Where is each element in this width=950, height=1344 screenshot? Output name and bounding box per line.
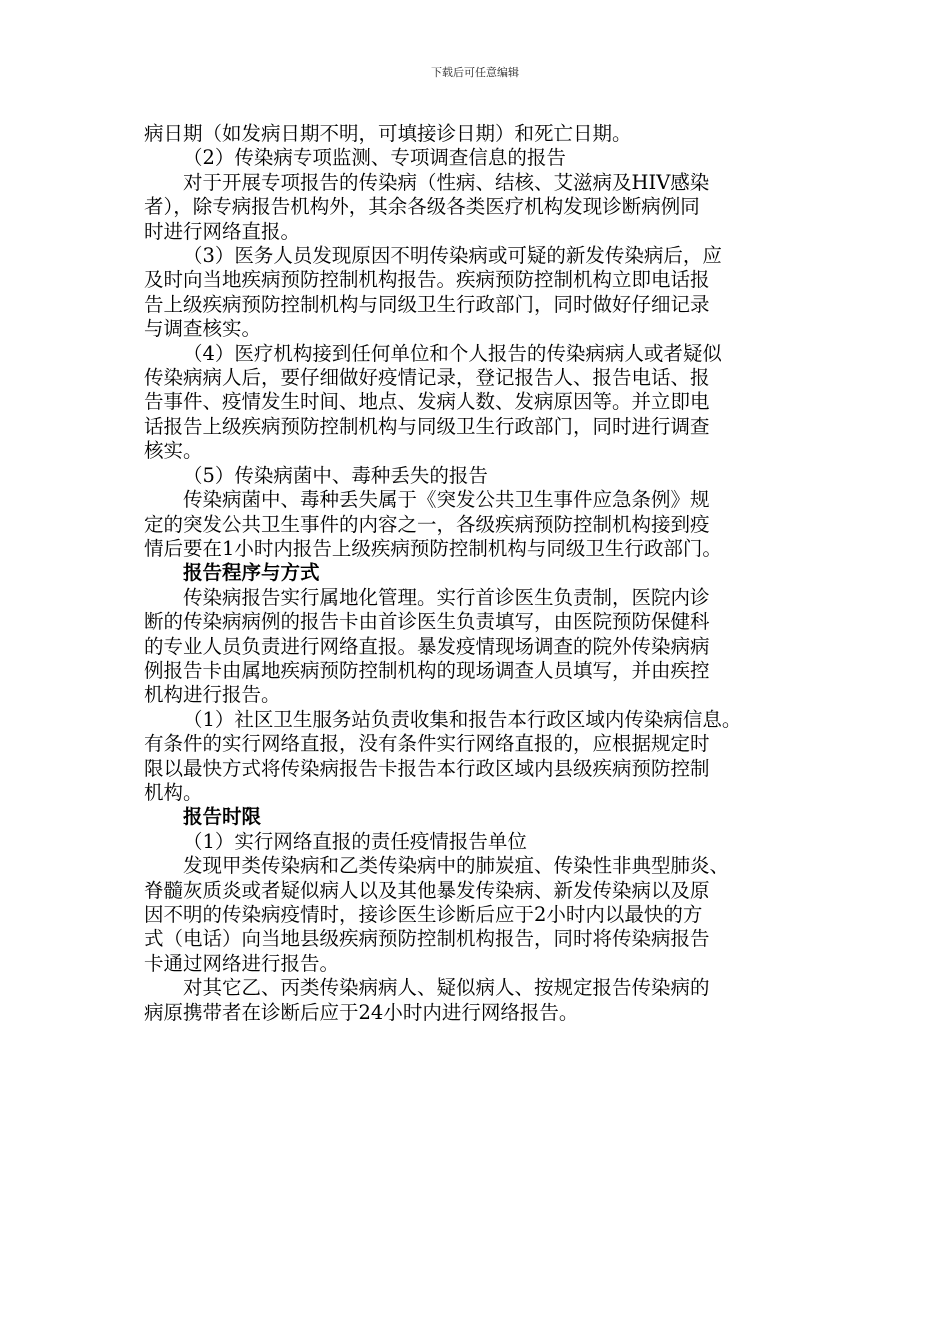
text-line: 机构进行报告。 <box>144 683 281 707</box>
text-line: 者），除专病报告机构外，其余各级各类医疗机构发现诊断病例同 <box>144 195 700 219</box>
text-line: 因不明的传染病疫情时，接诊医生诊断后应于2小时内以最快的方 <box>144 903 703 926</box>
text-line: 病原携带者在诊断后应于24小时内进行网络报告。 <box>144 1000 579 1024</box>
text-line: 与调查核实。 <box>144 317 262 341</box>
text-line: 发现甲类传染病和乙类传染病中的肺炭疽、传染性非典型肺炎、 <box>183 854 730 878</box>
text-line: 的专业人员负责进行网络直报。暴发疫情现场调查的院外传染病病 <box>144 634 710 658</box>
text-line: （3）医务人员发现原因不明传染病或可疑的新发传染病后，应 <box>183 244 722 268</box>
text-line: 断的传染病病例的报告卡由首诊医生负责填写，由医院预防保健科 <box>144 610 710 634</box>
text-line: 情后要在1小时内报告上级疾病预防控制机构与同级卫生行政部门。 <box>144 536 722 560</box>
text-line: 告事件、疫情发生时间、地点、发病人数、发病原因等。并立即电 <box>144 390 710 414</box>
text-line: （2）传染病专项监测、专项调查信息的报告 <box>183 146 566 170</box>
document-body <box>144 122 814 1025</box>
text-line: 式（电话）向当地县级疾病预防控制机构报告，同时将传染病报告 <box>144 927 710 951</box>
text-line: （5）传染病菌中、毒种丢失的报告 <box>183 463 488 487</box>
text-line: 传染病报告实行属地化管理。实行首诊医生负责制，医院内诊 <box>183 585 710 609</box>
text-line: 卡通过网络进行报告。 <box>144 951 340 975</box>
text-line: 限以最快方式将传染病报告卡报告本行政区域内县级疾病预防控制 <box>144 756 710 780</box>
text-line: 脊髓灰质炎或者疑似病人以及其他暴发传染病、新发传染病以及原 <box>144 878 710 902</box>
text-line: 例报告卡由属地疾病预防控制机构的现场调查人员填写，并由疾控 <box>144 658 710 682</box>
text-line: 定的突发公共卫生事件的内容之一，各级疾病预防控制机构接到疫 <box>144 512 710 536</box>
text-line: 对于开展专项报告的传染病（性病、结核、艾滋病及HIV感染 <box>183 170 710 194</box>
text-line: 有条件的实行网络直报，没有条件实行网络直报的，应根据规定时 <box>144 732 710 756</box>
text-line: 话报告上级疾病预防控制机构与同级卫生行政部门，同时进行调查 <box>144 414 710 438</box>
text-line: （1）实行网络直报的责任疫情报告单位 <box>183 829 527 853</box>
text-line: 对其它乙、丙类传染病病人、疑似病人、按规定报告传染病的 <box>183 976 710 1000</box>
text-line: 传染病病人后，要仔细做好疫情记录，登记报告人、报告电话、报 <box>144 366 710 390</box>
text-line: 告上级疾病预防控制机构与同级卫生行政部门，同时做好仔细记录 <box>144 292 710 316</box>
text-line: 及时向当地疾病预防控制机构报告。疾病预防控制机构立即电话报 <box>144 268 710 292</box>
page-header: 下载后可任意编辑 <box>431 66 519 79</box>
text-line: （4）医疗机构接到任何单位和个人报告的传染病病人或者疑似 <box>183 341 722 365</box>
section-heading: 报告程序与方式 <box>183 561 320 585</box>
text-line: 病日期（如发病日期不明，可填接诊日期）和死亡日期。 <box>144 122 632 145</box>
text-line: 机构。 <box>144 780 203 804</box>
section-heading: 报告时限 <box>183 805 262 829</box>
text-line: 传染病菌中、毒种丢失属于《突发公共卫生事件应急条例》规 <box>183 488 710 512</box>
text-line: 核实。 <box>144 439 203 463</box>
text-line: 时进行网络直报。 <box>144 219 301 243</box>
text-line: （1）社区卫生服务站负责收集和报告本行政区域内传染病信息。 <box>183 707 742 731</box>
